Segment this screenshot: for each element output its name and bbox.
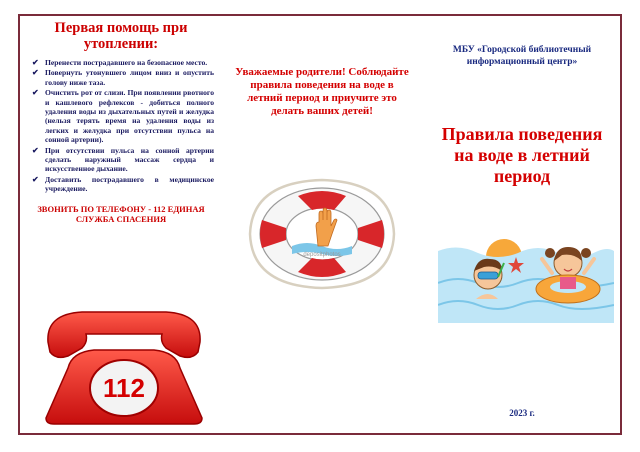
watermark-text: depositphotos [303, 252, 341, 258]
red-telephone-icon [42, 308, 206, 426]
cover-panel [422, 16, 622, 433]
first-aid-heading: Первая помощь при утоплении: [54, 20, 188, 52]
kids-swimming-illustration [438, 223, 614, 323]
list-item [32, 58, 214, 67]
year-label: 2023 г. [509, 408, 535, 418]
checkmark-icon: ✔ [32, 68, 39, 78]
step-text: Перенести пострадавшего на безопасное место. [45, 58, 208, 67]
checkmark-icon: ✔ [32, 174, 39, 184]
parents-appeal: Уважаемые родители! Соблюдайте правила поведения на воде в летний период и приучите это делать ваших детей! [235, 66, 409, 117]
brochure-frame [18, 14, 622, 435]
list-item [32, 88, 214, 144]
first-aid-panel [20, 16, 222, 433]
phone-number-label: 112 [103, 373, 145, 403]
step-text: При отсутствии пульса на сонной артерии сделать наружный массаж сердца и искусственное дыхание. [45, 145, 214, 174]
checkmark-icon: ✔ [32, 88, 39, 98]
checkmark-icon: ✔ [32, 145, 39, 155]
checkmark-icon: ✔ [32, 58, 39, 67]
step-text: Очистить рот от слизи. При появлении рвотного и кашлевого рефлексов - добиться полного удаления воды из дыхательных путей и желудка (нельзя терять время на удаления воды из легких и желудка при отсутствии пульса на сонной артерии). [45, 88, 214, 145]
lifebuoy-icon [242, 174, 402, 294]
emergency-call-text: ЗВОНИТЬ ПО ТЕЛЕФОНУ - 112 ЕДИНАЯ СЛУЖБА СПАСЕНИЯ [37, 203, 205, 224]
first-aid-steps [20, 58, 222, 194]
parents-panel [222, 16, 422, 433]
list-item [32, 68, 214, 87]
list-item [32, 146, 214, 174]
step-text: Повернуть утонувшего лицом вниз и опустить голову ниже таза. [45, 68, 214, 87]
organization-name: МБУ «Городской библиотечный информационный центр» [452, 45, 592, 67]
brochure-title: Правила поведения на воде в летний период [441, 124, 603, 186]
step-text: Доставить пострадавшего в медицинское учреждение. [45, 174, 214, 194]
list-item [32, 175, 214, 194]
